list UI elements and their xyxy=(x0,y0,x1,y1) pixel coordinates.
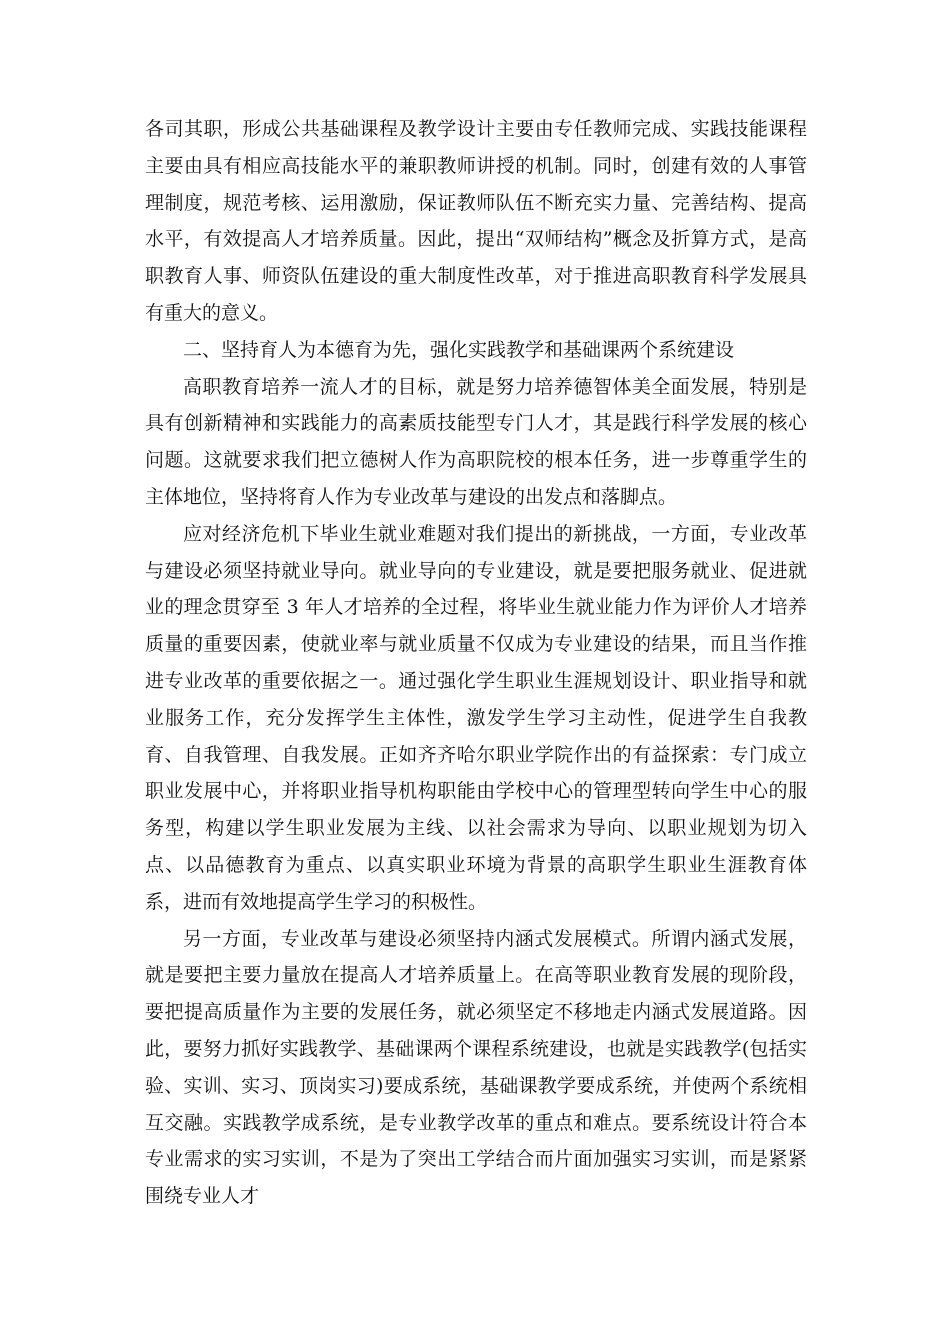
paragraph-3: 应对经济危机下毕业生就业难题对我们提出的新挑战，一方面，专业改革与建设必须坚持就业导向。就业导向的专业建设，就是要把服务就业、促进就业的理念贯穿至 3 年人才培养的全过程，将毕业生就业能力作为评价人才培养质量的重要因素，使就业率与就业质量不仅成为专业建设的结果，而且当作推进专业改革的重要依据之一。通过强化学生职业生涯规划设计、职业指导和就业服务工作，充分发挥学生主体性，激发学生学习主动性，促进学生自我教育、自我管理、自我发展。正如齐齐哈尔职业学院作出的有益探索：专门成立职业发展中心，并将职业指导机构职能由学校中心的管理型转向学生中心的服务型，构建以学生职业发展为主线、以社会需求为导向、以职业规划为切入点、以品德教育为重点、以真实职业环境为背景的高职学生职业生涯教育体系，进而有效地提高学生学习的积极性。 xyxy=(145,522,807,913)
paragraph-1: 各司其职，形成公共基础课程及教学设计主要由专任教师完成、实践技能课程主要由具有相应高技能水平的兼职教师讲授的机制。同时，创建有效的人事管理制度，规范考核、运用激励，保证教师队伍不断充实力量、完善结构、提高水平，有效提高人才培养质量。因此，提出“双师结构”概念及折算方式，是高职教育人事、师资队伍建设的重大制度性改革，对于推进高职教育科学发展具有重大的意义。 xyxy=(145,118,807,324)
paragraph-4: 另一方面，专业改革与建设必须坚持内涵式发展模式。所谓内涵式发展，就是要把主要力量放在提高人才培养质量上。在高等职业教育发展的现阶段，要把提高质量作为主要的发展任务，就必须坚定不移地走内涵式发展道路。因此，要努力抓好实践教学、基础课两个课程系统建设，也就是实践教学(包括实验、实训、实习、顶岗实习)要成系统，基础课教学要成系统，并使两个系统相互交融。实践教学成系统，是专业教学改革的重点和难点。要系统设计符合本专业需求的实习实训，不是为了突出工学结合而片面加强实习实训，而是紧紧围绕专业人才 xyxy=(145,927,807,1208)
section-heading: 二、坚持育人为本德育为先，强化实践教学和基础课两个系统建设 xyxy=(183,338,735,361)
document-body xyxy=(145,111,807,1215)
paragraph-2: 高职教育培养一流人才的目标，就是努力培养德智体美全面发展，特别是具有创新精神和实践能力的高素质技能型专门人才，其是践行科学发展的核心问题。这就要求我们把立德树人作为高职院校的根本任务，进一步尊重学生的主体地位，坚持将育人作为专业改革与建设的出发点和落脚点。 xyxy=(145,375,807,508)
